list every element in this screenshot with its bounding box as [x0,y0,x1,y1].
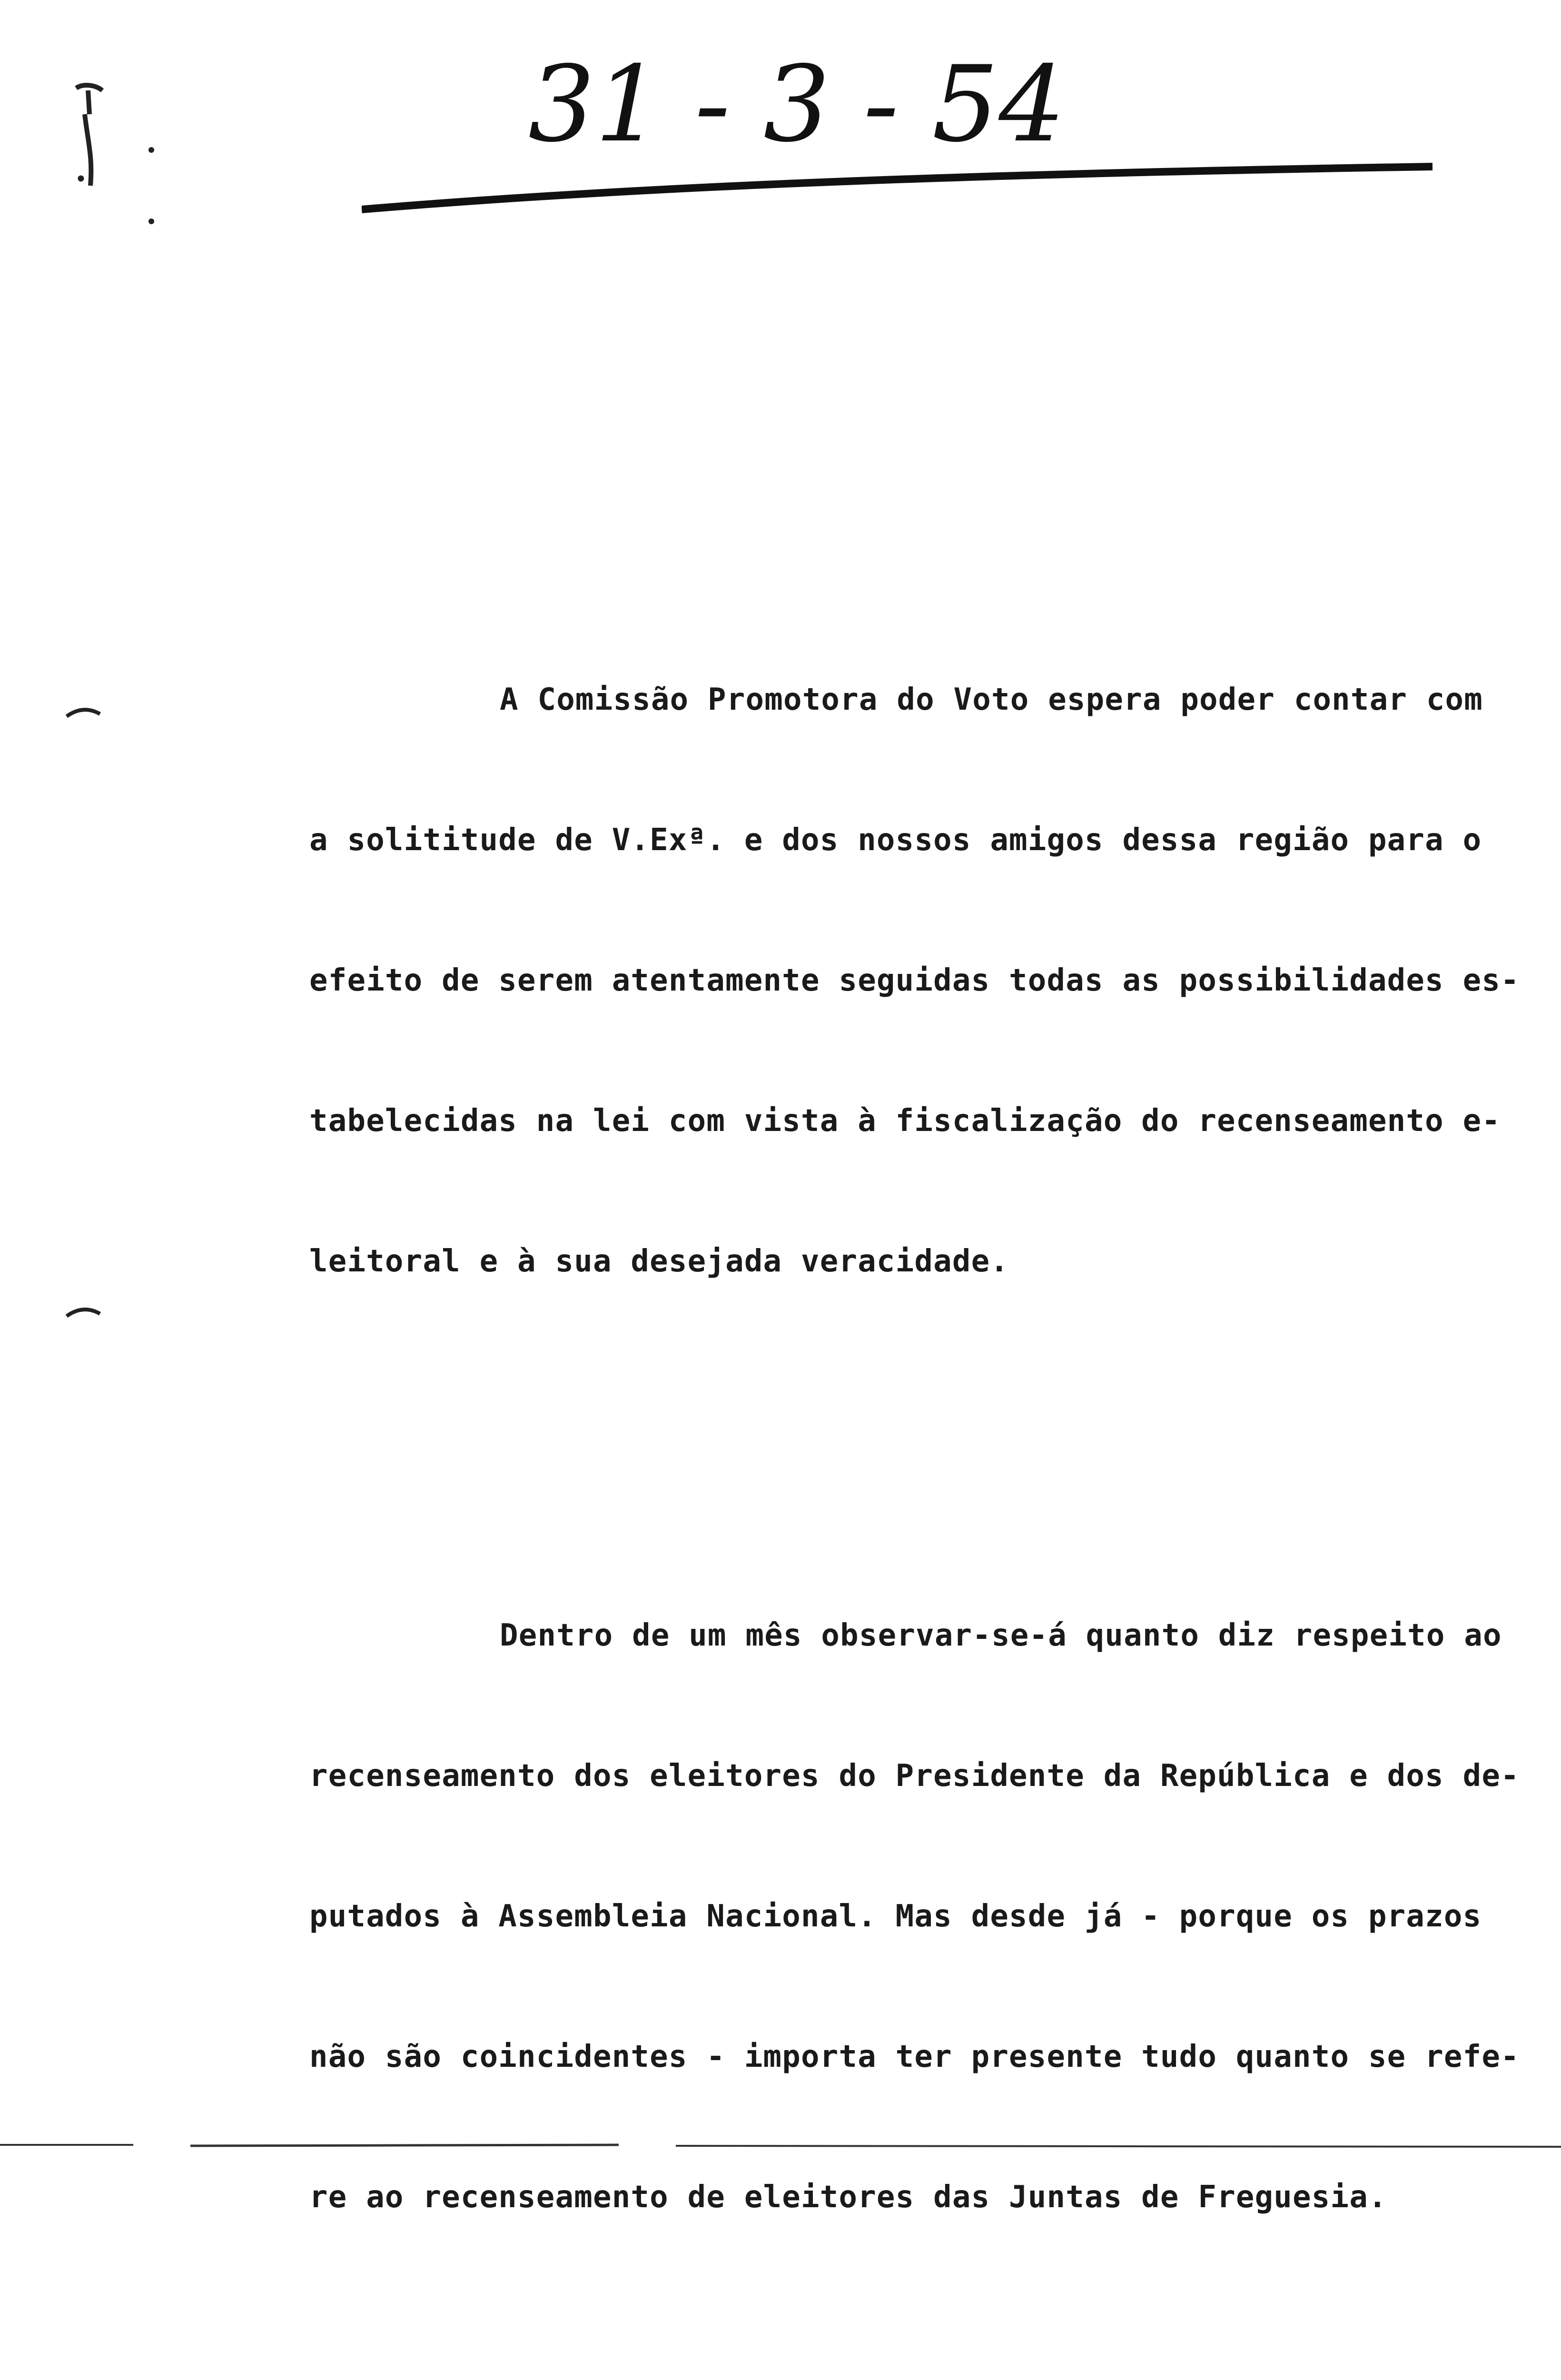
margin-dot [148,218,154,224]
punch-mark [67,710,100,716]
margin-marks [0,0,190,2224]
staple-mark [76,85,102,186]
margin-dot [148,147,154,153]
punch-mark [67,1309,100,1316]
letter-body [309,443,1528,2380]
text-line: tabelecidas na lei com vista à fiscalização do recenseamento e- [309,1103,1501,1139]
text-line: Dentro de um mês observar-se-á quanto diz respeito ao [500,1618,1502,1654]
text-line: efeito de serem atentamente seguidas todas as possibilidades es- [309,963,1520,999]
top-rule [362,157,1433,214]
paragraph-deadlines [309,1519,1528,2314]
handwritten-date-text: 31 - 3 - 54 [528,45,1066,165]
text-line: A Comissão Promotora do Voto espera poder contar com [500,682,1483,718]
text-line: recenseamento dos eleitores do Presidente da República e dos de- [309,1758,1520,1794]
text-line: re ao recenseamento de eleitores das Juntas de Freguesia. [309,2179,1387,2215]
text-line: leitoral e à sua desejada veracidade. [309,1244,1009,1279]
text-line: putados à Assembleia Nacional. Mas desde já - porque os prazos [309,1899,1482,1934]
text-line: não são coincidentes - importa ter presente tudo quanto se refe- [309,2039,1520,2075]
paragraph-intro [309,583,1528,1378]
bottom-rule [0,2132,1561,2161]
handwritten-date [528,45,1242,169]
text-line: a solititude de V.Exª. e dos nossos amigos dessa região para o [309,823,1482,858]
